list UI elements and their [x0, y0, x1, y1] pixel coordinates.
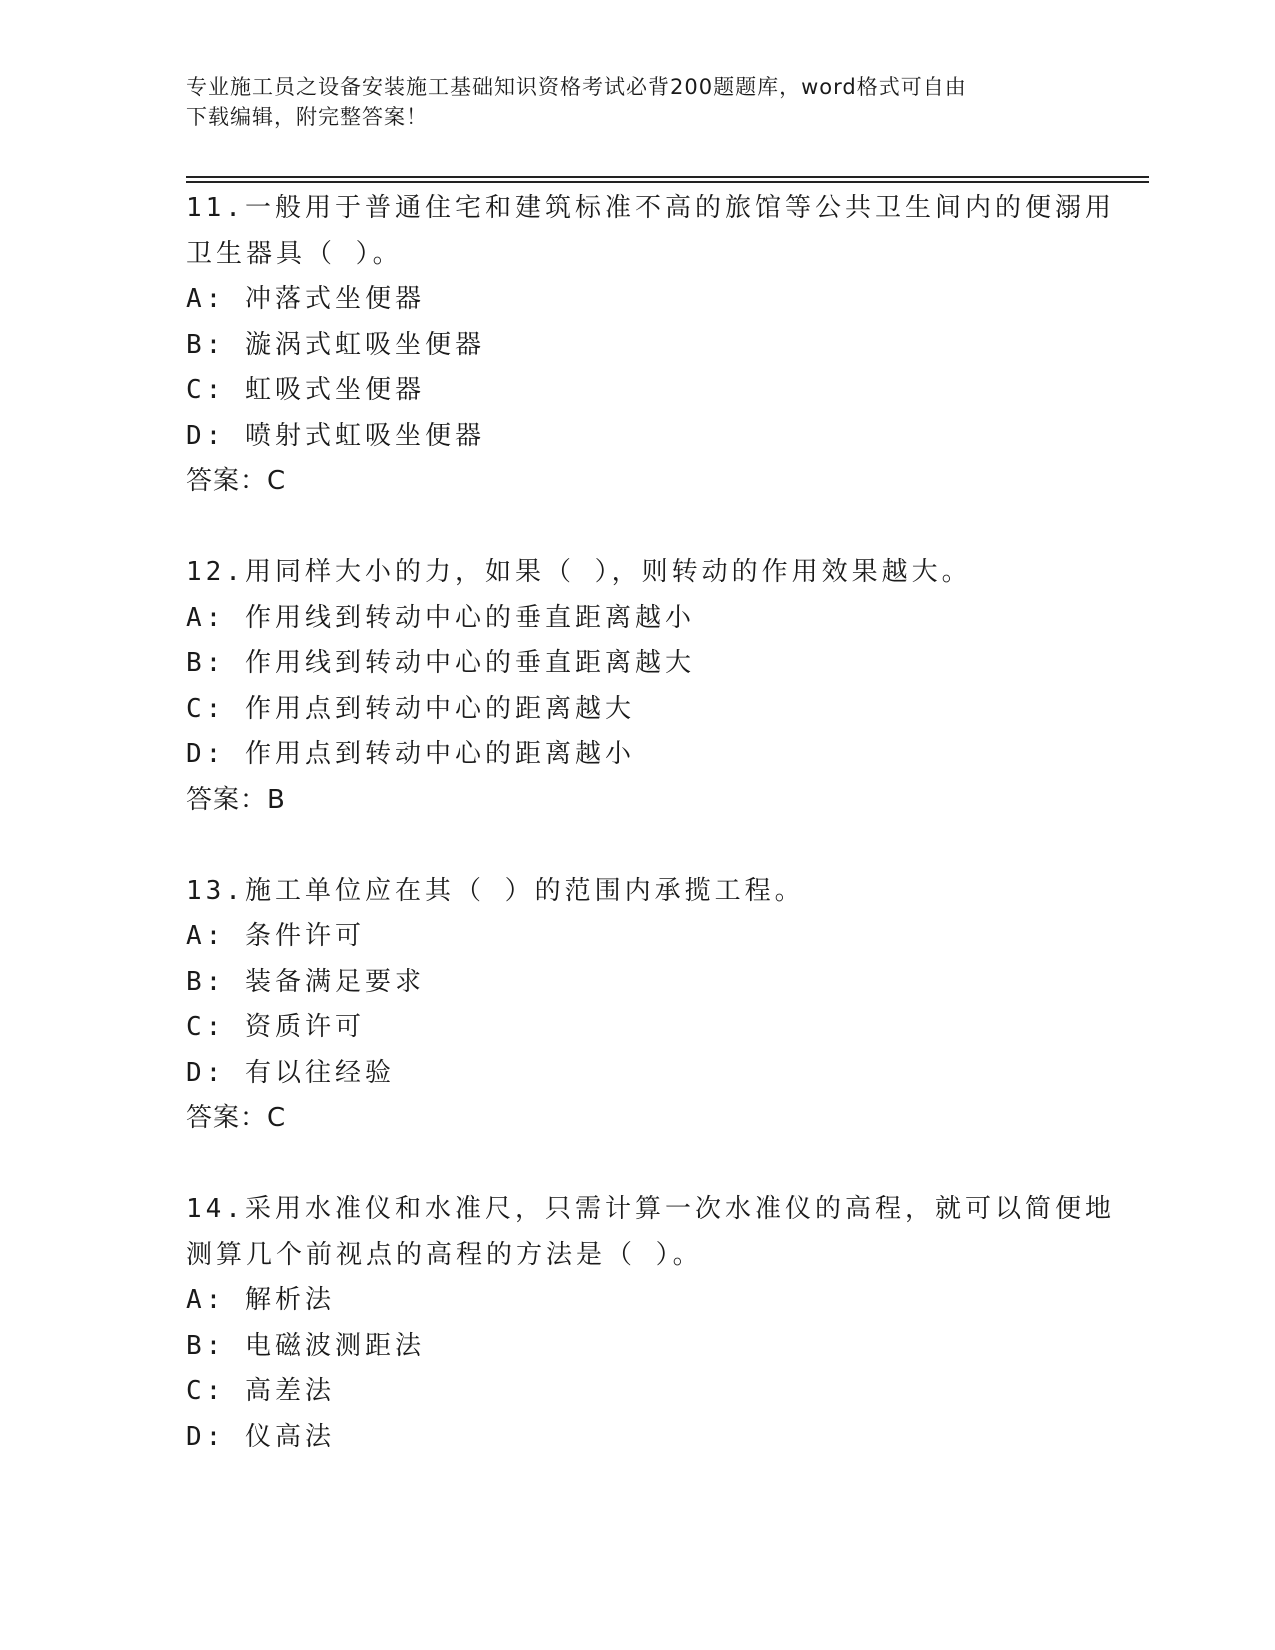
option-a: A: 解析法 — [186, 1285, 335, 1315]
question-11 — [186, 186, 1115, 505]
question-14 — [186, 1187, 1115, 1460]
option-d: D: 喷射式虹吸坐便器 — [186, 420, 485, 451]
option-c: C: 高差法 — [186, 1376, 335, 1406]
option-a: A: 冲落式坐便器 — [186, 284, 425, 314]
option-b: B: 装备满足要求 — [186, 966, 425, 997]
answer: 答案：B — [186, 784, 286, 815]
question-text: 12.用同样大小的力，如果（ ），则转动的作用效果越大。 — [186, 557, 972, 587]
option-b: B: 电磁波测距法 — [186, 1330, 425, 1361]
option-b: B: 作用线到转动中心的垂直距离越大 — [186, 648, 695, 678]
question-list — [186, 186, 1115, 1460]
question-spacer — [186, 505, 1086, 551]
question-spacer — [186, 1142, 1086, 1188]
option-c: C: 资质许可 — [186, 1012, 365, 1042]
option-d: D: 有以往经验 — [186, 1057, 395, 1088]
answer: 答案：C — [186, 1103, 287, 1133]
question-12 — [186, 550, 1086, 823]
answer: 答案：C — [186, 466, 287, 496]
option-a: A: 条件许可 — [186, 921, 365, 951]
header-rule-bottom — [186, 181, 1149, 183]
question-13 — [186, 869, 1086, 1142]
question-text: 13.施工单位应在其（ ）的范围内承揽工程。 — [186, 875, 805, 906]
option-a: A: 作用线到转动中心的垂直距离越小 — [186, 602, 695, 633]
question-text: 测算几个前视点的高程的方法是（ ）。 — [186, 1239, 703, 1270]
question-text: 11.一般用于普通住宅和建筑标准不高的旅馆等公共卫生间内的便溺用 — [186, 193, 1115, 223]
option-c: C: 作用点到转动中心的距离越大 — [186, 693, 635, 724]
option-b: B: 漩涡式虹吸坐便器 — [186, 329, 485, 360]
header-rule-top — [186, 176, 1149, 178]
header-line-1: 专业施工员之设备安装施工基础知识资格考试必背200题题库，word格式可自由 — [186, 75, 967, 99]
option-d: D: 仪高法 — [186, 1421, 335, 1452]
document-header — [186, 72, 1066, 132]
question-spacer — [186, 823, 1086, 869]
option-c: C: 虹吸式坐便器 — [186, 375, 425, 405]
question-text: 卫生器具（ ）。 — [186, 238, 403, 269]
header-line-2: 下载编辑，附完整答案！ — [186, 105, 428, 129]
option-d: D: 作用点到转动中心的距离越小 — [186, 739, 635, 769]
question-text: 14.采用水准仪和水准尺，只需计算一次水准仪的高程，就可以简便地 — [186, 1194, 1115, 1224]
